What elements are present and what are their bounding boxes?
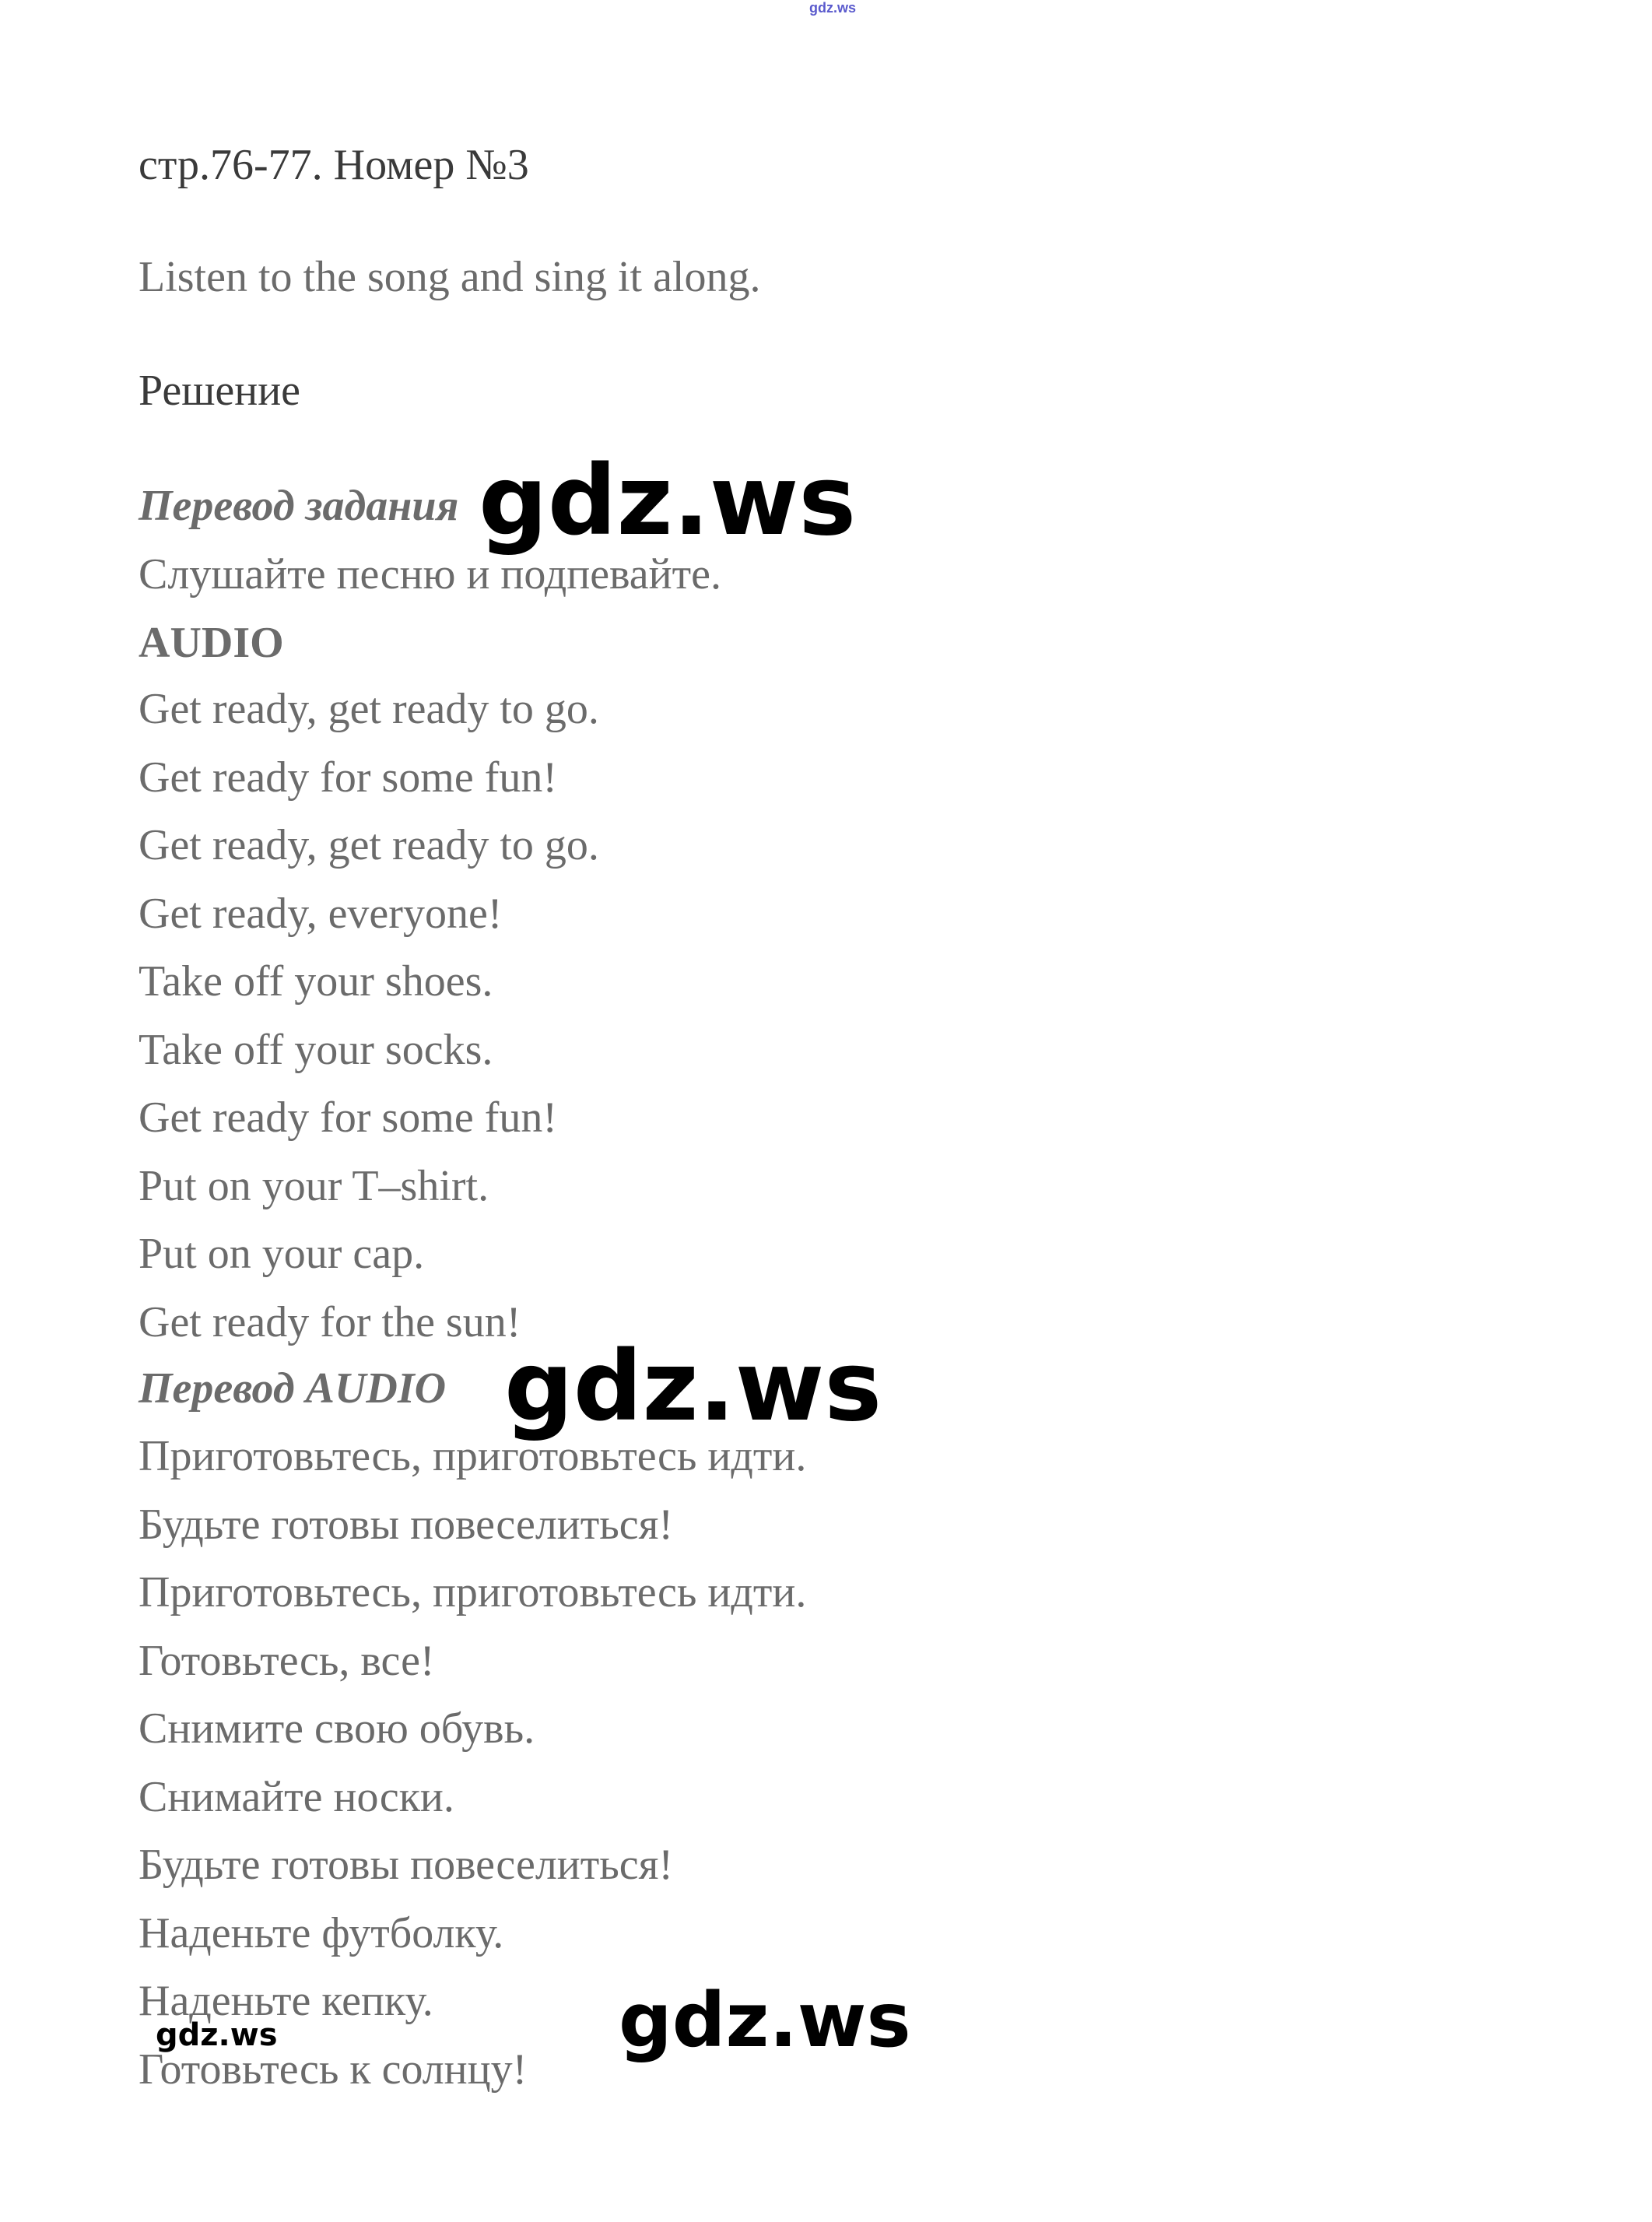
task-text: Listen to the song and sing it along. bbox=[139, 253, 761, 301]
lyrics-list bbox=[139, 676, 599, 1357]
lyric-translation-line: Будьте готовы повеселиться! bbox=[139, 1500, 674, 1549]
task-translation-heading: Перевод задания bbox=[139, 482, 459, 530]
lyric-line: Get ready for some fun! bbox=[139, 753, 558, 802]
lyric-translation-line: Снимите свою обувь. bbox=[139, 1704, 535, 1753]
lyric-line: Take off your shoes. bbox=[139, 957, 493, 1006]
watermark: gdz.ws bbox=[504, 1331, 882, 1443]
lyric-line: Take off your socks. bbox=[139, 1025, 493, 1074]
lyric-translation-line: Будьте готовы повеселиться! bbox=[139, 1841, 674, 1889]
lyric-line: Get ready for some fun! bbox=[139, 1093, 558, 1142]
lyric-line: Put on your T–shirt. bbox=[139, 1161, 489, 1210]
audio-heading: AUDIO bbox=[139, 619, 284, 667]
lyric-line: Get ready, get ready to go. bbox=[139, 685, 599, 733]
watermark: gdz.ws bbox=[479, 445, 857, 557]
lyric-translation-line: Приготовьтесь, приготовьтесь идти. bbox=[139, 1432, 807, 1480]
lyric-line: Get ready, get ready to go. bbox=[139, 821, 599, 869]
watermark: gdz.ws bbox=[619, 1977, 911, 2064]
lyric-translation-line: Готовьтесь, все! bbox=[139, 1636, 435, 1685]
solution-label: Решение bbox=[139, 367, 301, 415]
audio-translation-heading: Перевод AUDIO bbox=[139, 1364, 447, 1413]
top-watermark: gdz.ws bbox=[809, 0, 857, 16]
watermark: gdz.ws bbox=[156, 2017, 278, 2053]
lyric-translation-line: Приготовьтесь, приготовьтесь идти. bbox=[139, 1568, 807, 1616]
lyric-line: Get ready for the sun! bbox=[139, 1297, 521, 1346]
lyric-line: Put on your cap. bbox=[139, 1230, 425, 1278]
page-title: стр.76-77. Номер №3 bbox=[139, 141, 529, 189]
lyric-line: Get ready, everyone! bbox=[139, 889, 503, 938]
lyric-translation-line: Наденьте кепку. bbox=[139, 1977, 433, 2025]
lyric-translation-line: Готовьтесь к солнцу! bbox=[139, 2045, 528, 2094]
lyric-translation-line: Снимайте носки. bbox=[139, 1772, 454, 1821]
task-translation-text: Слушайте песню и подпевайте. bbox=[139, 550, 721, 599]
lyric-translation-line: Наденьте футболку. bbox=[139, 1908, 504, 1957]
